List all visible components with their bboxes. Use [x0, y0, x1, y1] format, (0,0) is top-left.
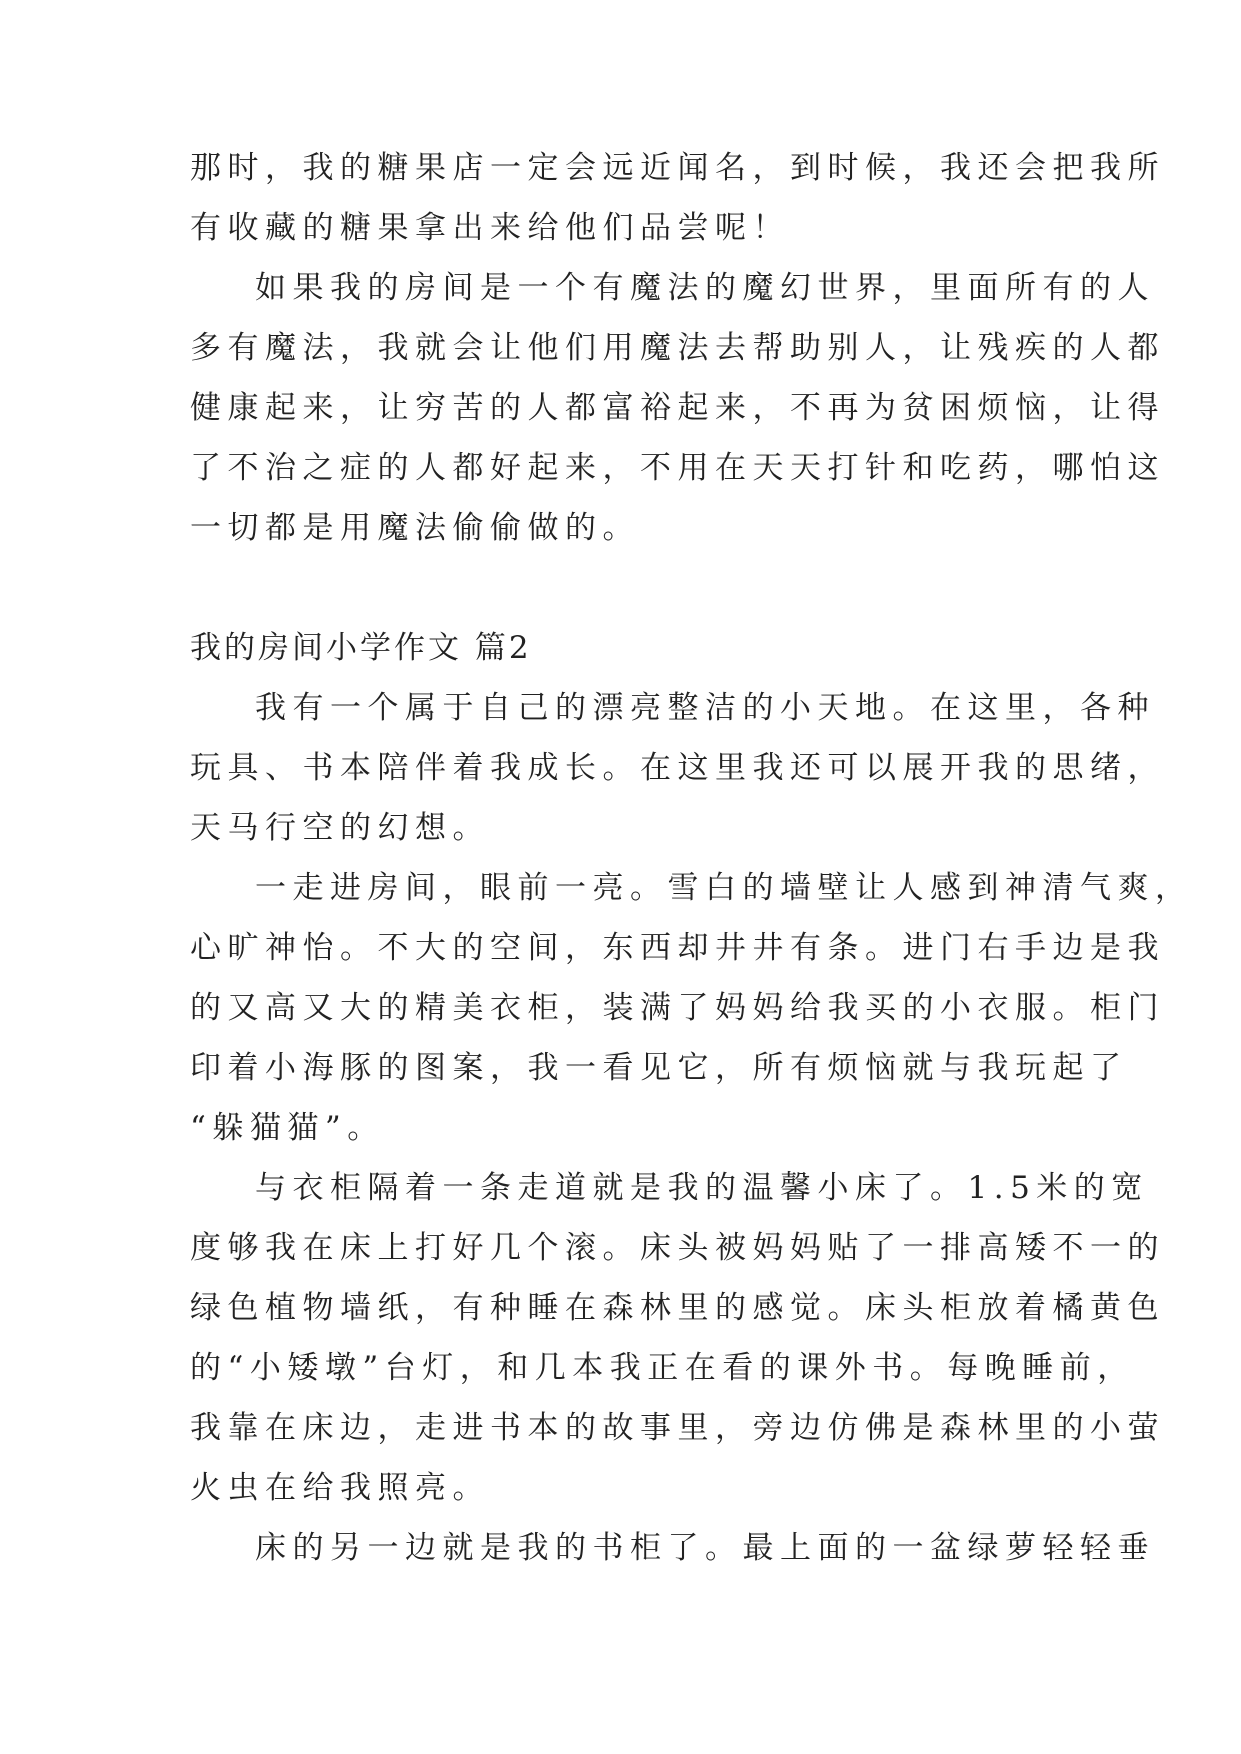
text-line: 心旷神怡。不大的空间，东西却井井有条。进门右手边是我: [190, 930, 1165, 966]
text-line: 的“小矮墩”台灯，和几本我正在看的课外书。每晚睡前，: [190, 1350, 1135, 1386]
paragraph-start: 如果我的房间是一个有魔法的魔幻世界，里面所有的人: [255, 270, 1155, 306]
text-line: 度够我在床上打好几个滚。床头被妈妈贴了一排高矮不一的: [190, 1230, 1165, 1266]
text-line: 绿色植物墙纸，有种睡在森林里的感觉。床头柜放着橘黄色: [190, 1290, 1165, 1326]
paragraph-start: 床的另一边就是我的书柜了。最上面的一盆绿萝轻轻垂: [255, 1530, 1155, 1566]
text-line: 玩具、书本陪伴着我成长。在这里我还可以展开我的思绪，: [190, 750, 1165, 786]
paragraph-start: 与衣柜隔着一条走道就是我的温馨小床了。1.5米的宽: [255, 1170, 1149, 1206]
text-line: 健康起来，让穷苦的人都富裕起来，不再为贫困烦恼，让得: [190, 390, 1165, 426]
paragraph-start: 我有一个属于自己的漂亮整洁的小天地。在这里，各种: [255, 690, 1155, 726]
text-line: 一切都是用魔法偷偷做的。: [190, 510, 640, 546]
text-line: 我靠在床边，走进书本的故事里，旁边仿佛是森林里的小萤: [190, 1410, 1165, 1446]
paragraph-start: 一走进房间，眼前一亮。雪白的墙壁让人感到神清气爽，: [255, 870, 1193, 906]
text-line: 火虫在给我照亮。: [190, 1470, 490, 1506]
text-line: “躲猫猫”。: [190, 1110, 385, 1146]
text-line: 天马行空的幻想。: [190, 810, 490, 846]
text-line: 的又高又大的精美衣柜，装满了妈妈给我买的小衣服。柜门: [190, 990, 1165, 1026]
text-line: 印着小海豚的图案，我一看见它，所有烦恼就与我玩起了: [190, 1050, 1128, 1086]
section-heading: 我的房间小学作文 篇2: [190, 630, 532, 666]
text-line: 了不治之症的人都好起来，不用在天天打针和吃药，哪怕这: [190, 450, 1165, 486]
text-line: 多有魔法，我就会让他们用魔法去帮助别人，让残疾的人都: [190, 330, 1165, 366]
text-line: 那时，我的糖果店一定会远近闻名，到时候，我还会把我所: [190, 150, 1165, 186]
text-line: 有收藏的糖果拿出来给他们品尝呢！: [190, 210, 790, 246]
